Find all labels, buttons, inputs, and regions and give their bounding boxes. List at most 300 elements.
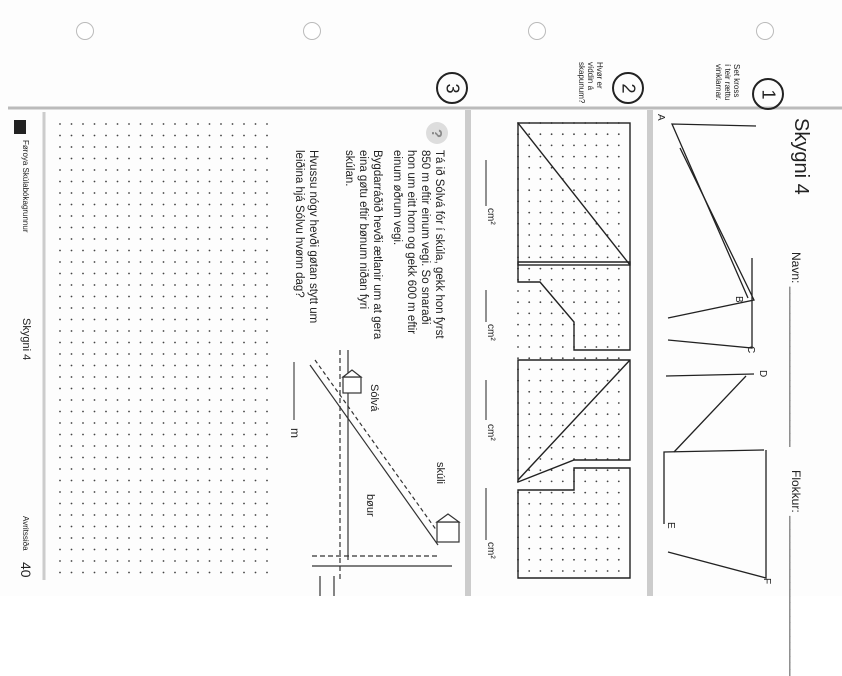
grid-dot (128, 158, 130, 160)
grid-dot (584, 167, 586, 169)
angle-e (664, 450, 764, 524)
grid-dot (551, 525, 553, 527)
grid-dot (140, 376, 142, 378)
grid-dot (128, 215, 130, 217)
grid-dot (528, 380, 530, 382)
grid-dot (209, 399, 211, 401)
grid-dot (562, 156, 564, 158)
grid-dot (209, 215, 211, 217)
grid-dot (232, 376, 234, 378)
grid-dot (174, 146, 176, 148)
grid-dot (255, 238, 257, 240)
grid-dot (174, 388, 176, 390)
grid-dot (105, 422, 107, 424)
grid-dot (186, 434, 188, 436)
grid-dot (220, 169, 222, 171)
grid-dot (94, 181, 96, 183)
grid-dot (163, 503, 165, 505)
grid-dot (618, 559, 620, 561)
grid-dot (174, 560, 176, 562)
grid-dot (151, 572, 153, 574)
grid-dot (163, 365, 165, 367)
grid-dot (82, 158, 84, 160)
grid-dot (197, 250, 199, 252)
grid-dot (163, 192, 165, 194)
grid-dot (163, 181, 165, 183)
grid-dot (255, 284, 257, 286)
grid-dot (266, 238, 268, 240)
grid-dot (618, 447, 620, 449)
grid-dot (151, 250, 153, 252)
grid-dot (573, 290, 575, 292)
grid-dot (209, 123, 211, 125)
grid-dot (517, 324, 519, 326)
grid-dot (209, 434, 211, 436)
grid-dot (232, 227, 234, 229)
grid-dot (266, 250, 268, 252)
grid-dot (163, 480, 165, 482)
grid-dot (71, 480, 73, 482)
grid-dot (573, 391, 575, 393)
grid-dot (528, 548, 530, 550)
grid-dot (71, 445, 73, 447)
grid-dot (618, 548, 620, 550)
grid-dot (163, 526, 165, 528)
grid-dot (94, 123, 96, 125)
grid-dot (128, 319, 130, 321)
grid-dot (255, 445, 257, 447)
grid-dot (540, 380, 542, 382)
house-icon (343, 377, 361, 393)
grid-dot (186, 238, 188, 240)
grid-dot (528, 447, 530, 449)
grid-dot (174, 491, 176, 493)
grid-dot (82, 491, 84, 493)
grid-dot (105, 445, 107, 447)
grid-dot (71, 514, 73, 516)
task-1-instruction: Set kross í teir rættu vinklarnar. (714, 64, 741, 101)
grid-dot (197, 537, 199, 539)
grid-dot (128, 445, 130, 447)
grid-dot (618, 402, 620, 404)
grid-dot (562, 503, 564, 505)
grid-dot (94, 273, 96, 275)
grid-dot (584, 525, 586, 527)
grid-dot (607, 492, 609, 494)
grid-dot (128, 480, 130, 482)
grid-dot (59, 560, 61, 562)
grid-dot (209, 560, 211, 562)
grid-dot (163, 342, 165, 344)
grid-dot (82, 572, 84, 574)
grid-dot (197, 169, 199, 171)
grid-dot (596, 525, 598, 527)
grid-dot (255, 388, 257, 390)
grid-dot (220, 434, 222, 436)
grid-dot (151, 491, 153, 493)
grid-dot (607, 324, 609, 326)
grid-dot (607, 268, 609, 270)
grid-dot (82, 422, 84, 424)
area-shapes (518, 123, 630, 578)
grid-dot (140, 537, 142, 539)
grid-dot (186, 123, 188, 125)
grid-dot (596, 369, 598, 371)
grid-dot (186, 146, 188, 148)
grid-dot (186, 181, 188, 183)
class-field[interactable]: ________________________ (789, 516, 803, 676)
grid-dot (551, 447, 553, 449)
grid-dot (163, 537, 165, 539)
grid-dot (174, 181, 176, 183)
grid-dot (82, 445, 84, 447)
grid-dot (596, 313, 598, 315)
grid-dot (105, 215, 107, 217)
grid-dot (140, 146, 142, 148)
task-3-question: Hvussu nógv hevði gøtan stytt um leiðina hjá Sólvu hvønn dag? (293, 150, 319, 324)
grid-dot (528, 357, 530, 359)
grid-dot (220, 526, 222, 528)
grid-dot (232, 514, 234, 516)
grid-dot (220, 480, 222, 482)
grid-dot (197, 215, 199, 217)
grid-dot (105, 204, 107, 206)
grid-dot (255, 549, 257, 551)
grid-dot (82, 526, 84, 528)
grid-dot (266, 135, 268, 137)
angle-f (668, 450, 766, 578)
grid-dot (82, 468, 84, 470)
grid-dot (562, 425, 564, 427)
grid-dot (117, 342, 119, 344)
grid-dot (117, 353, 119, 355)
grid-dot (117, 146, 119, 148)
grid-dot (540, 133, 542, 135)
grid-dot (562, 189, 564, 191)
area-unit-2: cm² (485, 324, 496, 341)
grid-dot (71, 250, 73, 252)
grid-dot (551, 290, 553, 292)
grid-dot (197, 388, 199, 390)
footer-section: Avritssiða (21, 516, 30, 551)
grid-dot (596, 469, 598, 471)
grid-dot (266, 537, 268, 539)
grid-dot (618, 436, 620, 438)
grid-dot (59, 296, 61, 298)
grid-dot (596, 357, 598, 359)
grid-dot (128, 250, 130, 252)
grid-dot (186, 192, 188, 194)
grid-dot (71, 342, 73, 344)
grid-dot (573, 570, 575, 572)
grid-dot (551, 324, 553, 326)
grid-dot (128, 169, 130, 171)
task-number-1: 1 (752, 78, 784, 110)
grid-dot (117, 169, 119, 171)
grid-dot (243, 330, 245, 332)
grid-dot (607, 425, 609, 427)
grid-dot (59, 399, 61, 401)
grid-dot (243, 192, 245, 194)
school-icon (437, 522, 459, 542)
grid-dot (59, 284, 61, 286)
grid-dot (255, 181, 257, 183)
grid-dot (174, 261, 176, 263)
grid-dot (540, 257, 542, 259)
grid-dot (607, 145, 609, 147)
grid-dot (584, 425, 586, 427)
grid-dot (186, 215, 188, 217)
grid-dot (71, 227, 73, 229)
grid-dot (562, 357, 564, 359)
grid-dot (232, 238, 234, 240)
grid-dot (105, 273, 107, 275)
grid-dot (596, 346, 598, 348)
grid-dot (243, 342, 245, 344)
grid-dot (82, 123, 84, 125)
grid-dot (128, 365, 130, 367)
grid-dot (174, 215, 176, 217)
grid-dot (105, 296, 107, 298)
grid-dot (584, 145, 586, 147)
grid-dot (186, 250, 188, 252)
grid-dot (151, 307, 153, 309)
grid-dot (255, 330, 257, 332)
grid-dot (596, 212, 598, 214)
grid-dot (243, 434, 245, 436)
grid-dot (186, 491, 188, 493)
grid-dot (59, 549, 61, 551)
grid-dot (607, 189, 609, 191)
grid-dot (232, 250, 234, 252)
grid-dot (618, 357, 620, 359)
grid-dot (528, 167, 530, 169)
grid-dot (266, 215, 268, 217)
grid-dot (618, 279, 620, 281)
grid-dot (607, 223, 609, 225)
grid-dot (584, 189, 586, 191)
grid-dot (266, 181, 268, 183)
grid-dot (540, 570, 542, 572)
grid-dot (596, 178, 598, 180)
grid-dot (562, 279, 564, 281)
grid-dot (59, 514, 61, 516)
grid-dot (151, 284, 153, 286)
grid-dot (82, 284, 84, 286)
grid-dot (71, 376, 73, 378)
grid-dot (140, 572, 142, 574)
grid-dot (209, 388, 211, 390)
grid-dot (596, 391, 598, 393)
grid-dot (243, 445, 245, 447)
grid-dot (105, 376, 107, 378)
grid-dot (197, 491, 199, 493)
grid-dot (140, 503, 142, 505)
grid-dot (573, 257, 575, 259)
grid-dot (517, 301, 519, 303)
grid-dot (232, 158, 234, 160)
grid-dot (562, 492, 564, 494)
grid-dot (94, 238, 96, 240)
grid-dot (197, 549, 199, 551)
grid-dot (117, 457, 119, 459)
grid-dot (174, 422, 176, 424)
grid-dot (607, 369, 609, 371)
grid-dot (117, 537, 119, 539)
grid-dot (209, 181, 211, 183)
grid-dot (528, 492, 530, 494)
grid-dot (551, 245, 553, 247)
grid-dot (232, 204, 234, 206)
grid-dot (59, 376, 61, 378)
grid-dot (174, 204, 176, 206)
grid-dot (209, 330, 211, 332)
map-label-field: bøur (364, 494, 376, 517)
grid-dot (128, 388, 130, 390)
grid-dot (266, 307, 268, 309)
grid-dot (151, 296, 153, 298)
grid-dot (105, 388, 107, 390)
grid-dot (232, 284, 234, 286)
grid-dot (220, 319, 222, 321)
grid-dot (186, 514, 188, 516)
grid-dot (71, 261, 73, 263)
grid-dot (540, 167, 542, 169)
grid-dot (232, 480, 234, 482)
grid-dot (209, 261, 211, 263)
grid-dot (540, 223, 542, 225)
grid-dot (528, 514, 530, 516)
grid-dot (528, 559, 530, 561)
grid-dot (163, 445, 165, 447)
grid-dot (232, 342, 234, 344)
grid-dot (266, 549, 268, 551)
grid-dot (607, 346, 609, 348)
grid-dot (186, 158, 188, 160)
grid-dot (151, 135, 153, 137)
grid-dot (232, 503, 234, 505)
grid-dot (551, 268, 553, 270)
grid-dot (140, 365, 142, 367)
grid-dot (197, 342, 199, 344)
grid-dot (607, 212, 609, 214)
grid-dot (82, 560, 84, 562)
footer-publisher: Føroya Skúlabókagrunnur (21, 140, 30, 233)
grid-dot (82, 480, 84, 482)
grid-dot (82, 169, 84, 171)
grid-dot (94, 399, 96, 401)
grid-dot (243, 169, 245, 171)
grid-dot (573, 514, 575, 516)
grid-dot (618, 223, 620, 225)
grid-dot (596, 167, 598, 169)
grid-dot (266, 146, 268, 148)
grid-dot (266, 434, 268, 436)
grid-dot (517, 313, 519, 315)
grid-dot (59, 572, 61, 574)
grid-dot (140, 399, 142, 401)
grid-dot (94, 353, 96, 355)
grid-dot (117, 250, 119, 252)
area-unit-3: cm² (485, 424, 496, 441)
grid-dot (607, 133, 609, 135)
grid-dot (105, 192, 107, 194)
grid-dot (82, 238, 84, 240)
grid-dot (584, 279, 586, 281)
name-field[interactable]: ________________________ (789, 286, 803, 447)
grid-dot (596, 413, 598, 415)
grid-dot (551, 402, 553, 404)
grid-dot (140, 422, 142, 424)
grid-dot (266, 422, 268, 424)
grid-dot (540, 189, 542, 191)
grid-dot (243, 549, 245, 551)
grid-dot (596, 201, 598, 203)
grid-dot (220, 273, 222, 275)
grid-dot (105, 238, 107, 240)
grid-dot (540, 234, 542, 236)
grid-dot (174, 376, 176, 378)
grid-dot (82, 307, 84, 309)
grid-dot (584, 570, 586, 572)
grid-dot (94, 560, 96, 562)
grid-dot (117, 123, 119, 125)
grid-dot (163, 514, 165, 516)
grid-dot (266, 192, 268, 194)
grid-dot (82, 273, 84, 275)
grid-dot (266, 514, 268, 516)
grid-dot (607, 514, 609, 516)
grid-dot (528, 324, 530, 326)
grid-dot (255, 169, 257, 171)
grid-dot (209, 353, 211, 355)
grid-dot (266, 491, 268, 493)
grid-dot (528, 178, 530, 180)
grid-dot (255, 273, 257, 275)
grid-dot (540, 413, 542, 415)
grid-dot (186, 445, 188, 447)
grid-dot (128, 296, 130, 298)
grid-dot (105, 135, 107, 137)
grid-dot (94, 537, 96, 539)
grid-dot (117, 572, 119, 574)
grid-dot (540, 156, 542, 158)
grid-dot (174, 549, 176, 551)
grid-dot (517, 290, 519, 292)
grid-dot (94, 468, 96, 470)
grid-dot (220, 399, 222, 401)
grid-dot (59, 215, 61, 217)
grid-dot (128, 192, 130, 194)
grid-dot (596, 156, 598, 158)
grid-dot (105, 261, 107, 263)
grid-dot (596, 324, 598, 326)
grid-dot (151, 388, 153, 390)
grid-dot (117, 434, 119, 436)
grid-dot (94, 215, 96, 217)
angle-d-2 (674, 376, 746, 452)
grid-dot (584, 481, 586, 483)
grid-dot (232, 549, 234, 551)
grid-dot (117, 215, 119, 217)
grid-dot (174, 307, 176, 309)
grid-dot (163, 238, 165, 240)
grid-dot (186, 399, 188, 401)
grid-dot (243, 123, 245, 125)
grid-dot (151, 526, 153, 528)
grid-dot (186, 365, 188, 367)
grid-dot (105, 526, 107, 528)
